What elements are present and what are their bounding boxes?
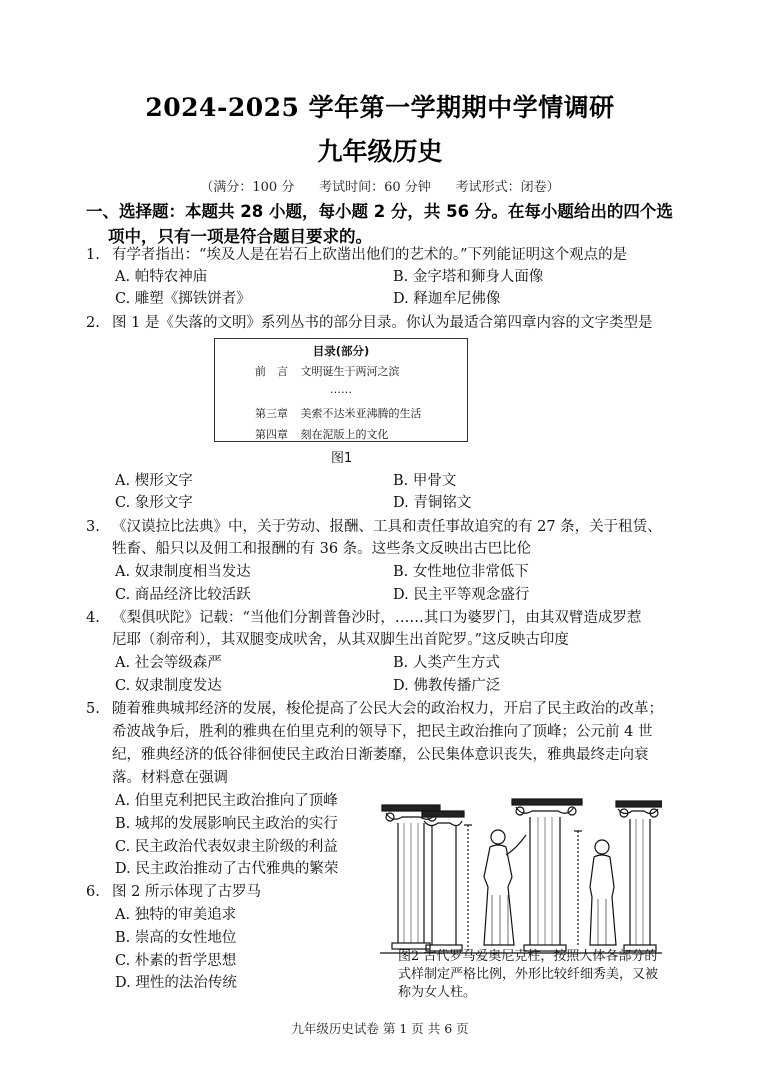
contents-chapter: 前 言: [255, 365, 288, 378]
question-stem: 图 2 所示体现了古罗马: [112, 884, 261, 900]
option-b[interactable]: B. 人类产生方式: [393, 655, 500, 671]
contents-row: [255, 426, 389, 442]
figure-2-caption: 图2 古代罗马爱奥尼克柱，按照人体各部分的式样制定严格比例，外形比较纤细秀美，又被称为女人柱。: [398, 949, 659, 1000]
option-d[interactable]: D. 民主政治推动了古代雅典的繁荣: [115, 861, 339, 877]
figure-1-caption: 图1: [331, 451, 353, 466]
option-b[interactable]: B. 城邦的发展影响民主政治的实行: [115, 816, 338, 832]
question-number: 6.: [86, 884, 100, 900]
question-number: 2.: [86, 315, 100, 331]
section-heading: [86, 199, 686, 249]
exam-info: （满分：100 分 考试时间：60 分钟 考试形式：闭卷）: [200, 180, 560, 195]
question-number: 5.: [86, 701, 100, 717]
option-b[interactable]: B. 甲骨文: [393, 473, 457, 489]
option-a[interactable]: A. 楔形文字: [115, 473, 193, 489]
option-d[interactable]: D. 释迦牟尼佛像: [393, 291, 501, 307]
option-c[interactable]: C. 民主政治代表奴隶主阶级的利益: [115, 839, 338, 855]
question-stem: 落。材料意在强调: [112, 770, 228, 786]
page-footer: 九年级历史试卷 第 1 页 共 6 页: [291, 1021, 469, 1036]
option-a[interactable]: A. 独特的审美追求: [115, 907, 237, 923]
option-d[interactable]: D. 民主平等观念盛行: [393, 587, 530, 603]
contents-text: 文明诞生于两河之滨: [300, 365, 400, 378]
option-d[interactable]: D. 佛教传播广泛: [393, 678, 501, 694]
option-c[interactable]: C. 商品经济比较活跃: [115, 587, 251, 603]
exam-subject: 九年级历史: [317, 137, 443, 166]
question-stem: 《梨俱吠陀》记载：“当他们分割普鲁沙时，……其口为婆罗门，由其双臂造成罗惹: [112, 610, 642, 626]
option-c[interactable]: C. 朴素的哲学思想: [115, 953, 237, 969]
option-a[interactable]: A. 伯里克利把民主政治推向了顶峰: [115, 793, 338, 809]
figure-1-contents-box: [214, 338, 468, 442]
question-stem: 希波战争后，胜利的雅典在伯里克利的领导下，把民主政治推向了顶峰；公元前 4 世: [112, 724, 653, 740]
option-a[interactable]: A. 奴隶制度相当发达: [115, 564, 251, 580]
option-c[interactable]: C. 奴隶制度发达: [115, 678, 222, 694]
option-a[interactable]: A. 帕特农神庙: [115, 269, 208, 285]
contents-ellipsis: ……: [330, 383, 352, 396]
question-stem: 尼耶（刹帝利），其双腿变成吠舍，从其双脚生出首陀罗。”这反映古印度: [112, 632, 569, 648]
figure-1-heading: 目录(部分): [312, 344, 370, 358]
exam-title: 2024-2025 学年第一学期期中学情调研: [145, 93, 615, 122]
option-b[interactable]: B. 女性地位非常低下: [393, 564, 529, 580]
question-stem: 随着雅典城邦经济的发展，梭伦提高了公民大会的政治权力，开启了民主政治的改革；: [112, 701, 663, 717]
section-heading-line1: 一、选择题：本题共 28 小题，每小题 2 分，共 56 分。在每小题给出的四个选: [86, 202, 673, 221]
section-heading-line2: 项中，只有一项是符合题目要求的。: [108, 227, 372, 246]
question-number: 3.: [86, 519, 100, 535]
contents-chapter: 第四章: [255, 428, 288, 441]
question-stem: 纪，雅典经济的低谷徘徊使民主政治日渐萎靡，公民集体意识丧失，雅典最终走向衰: [112, 747, 649, 763]
option-d[interactable]: D. 青铜铭文: [393, 495, 472, 511]
question-number: 4.: [86, 610, 100, 626]
question-stem: 图 1 是《失落的文明》系列丛书的部分目录。你认为最适合第四章内容的文字类型是: [112, 315, 653, 331]
option-c[interactable]: C. 雕塑《掷铁饼者》: [115, 291, 251, 307]
option-b[interactable]: B. 金字塔和狮身人面像: [393, 269, 544, 285]
question-stem: 有学者指出：“埃及人是在岩石上砍凿出他们的艺术的。”下列能证明这个观点的是: [112, 247, 628, 263]
contents-row: [255, 405, 422, 421]
contents-chapter: 第三章: [255, 407, 288, 420]
contents-text: 刻在泥版上的文化: [300, 428, 389, 441]
question-stem: 牲畜、船只以及佣工和报酬的有 36 条。这些条文反映出古巴比伦: [112, 541, 532, 557]
question-stem: 《汉谟拉比法典》中，关于劳动、报酬、工具和责任事故追究的有 27 条，关于租赁、: [112, 519, 662, 535]
option-b[interactable]: B. 崇高的女性地位: [115, 930, 237, 946]
question-number: 1.: [86, 247, 100, 263]
option-c[interactable]: C. 象形文字: [115, 495, 193, 511]
option-a[interactable]: A. 社会等级森严: [115, 655, 222, 671]
contents-text: 美索不达米亚沸腾的生活: [300, 407, 422, 420]
option-d[interactable]: D. 理性的法治传统: [115, 975, 237, 991]
contents-row: [255, 363, 400, 379]
